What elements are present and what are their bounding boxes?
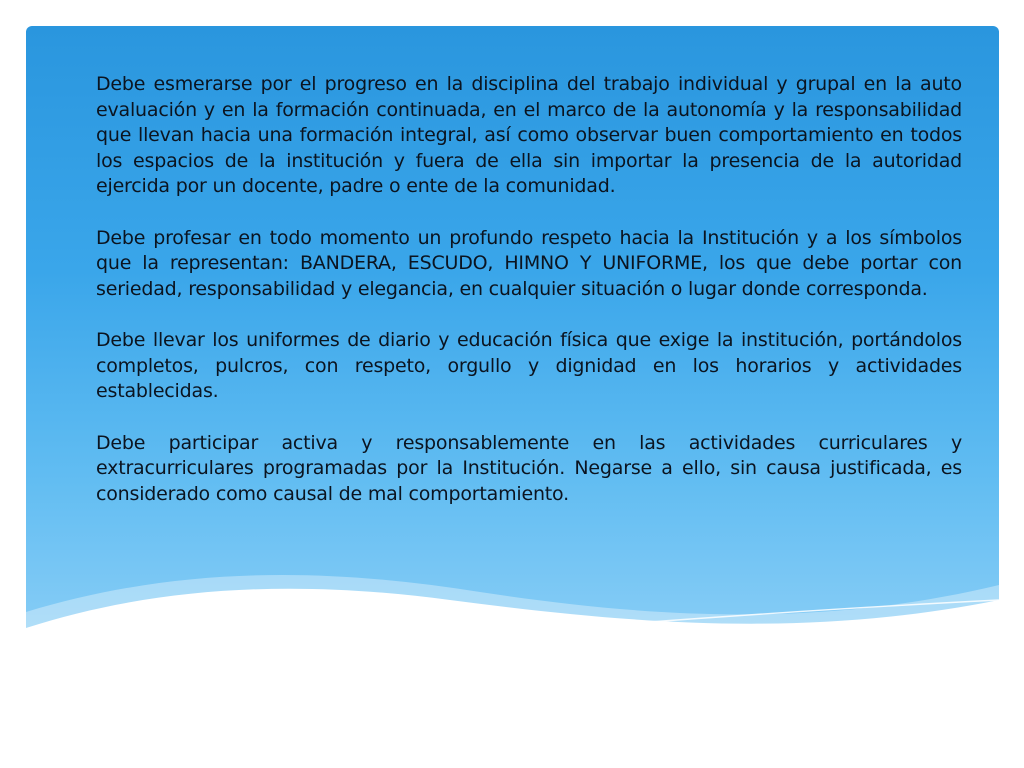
paragraph-4: Debe participar activa y responsablemente en las actividades curriculares y extracurriculares programadas por la Institución. Negarse a ello, sin causa justificada, es considerado como causal de mal comportamiento. — [96, 431, 962, 505]
bottom-white-area — [0, 726, 1024, 768]
body-text — [96, 72, 962, 533]
paragraph-3: Debe llevar los uniformes de diario y educación física que exige la institución, portándolos completos, pulcros, con respeto, orgullo y dignidad en los horarios y actividades establecidas. — [96, 329, 962, 402]
paragraph-1: Debe esmerarse por el progreso en la disciplina del trabajo individual y grupal en la auto evaluación y en la formación continuada, en el marco de la autonomía y la responsabilidad que llevan hacia una formación integral, así como observar buen comportamiento en todos los espacios de la institución y fuera de ella sin importar la presencia de la autoridad ejercida por un docente, padre o ente de la comunidad. — [96, 73, 962, 197]
paragraph-2: Debe profesar en todo momento un profundo respeto hacia la Institución y a los símbolos que la representan: BANDERA, ESCUDO, HIMNO Y UNIFORME, los que debe portar con seriedad, responsabilidad y elegancia, en cualquier situación o lugar donde corresponda. — [96, 226, 962, 300]
